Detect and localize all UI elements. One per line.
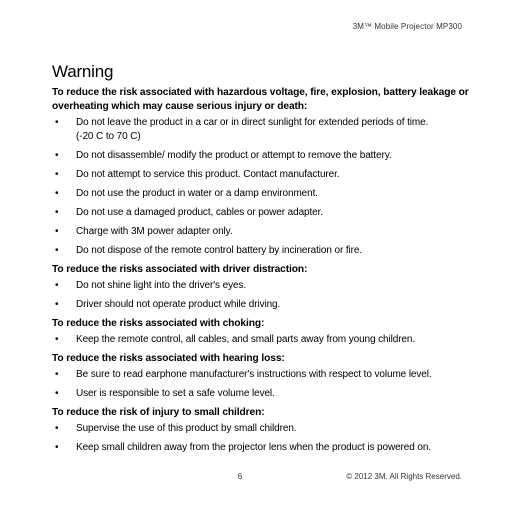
bullet-icon: •: [55, 117, 59, 128]
warning-content: [52, 62, 472, 460]
bullet-list: [52, 333, 472, 347]
bullet-icon: •: [55, 299, 59, 310]
list-item: [52, 244, 472, 258]
list-item: [52, 298, 472, 312]
list-item: [52, 206, 472, 220]
list-item-text: Supervise the use of this product by small children.: [76, 423, 297, 434]
list-item: [52, 149, 472, 163]
list-item: [52, 187, 472, 201]
bullet-icon: •: [55, 442, 59, 453]
list-item: [52, 422, 472, 436]
section-heading: To reduce the risk associated with hazardous voltage, fire, explosion, battery leakage or overheating which may cause serious injury or death:: [52, 87, 469, 112]
list-item: [52, 116, 472, 144]
list-item: [52, 168, 472, 182]
bullet-icon: •: [55, 188, 59, 199]
list-item-text: Do not shine light into the driver's eyes.: [76, 280, 247, 291]
list-item-text: Charge with 3M power adapter only.: [76, 226, 233, 237]
list-item: [52, 279, 472, 293]
page-number: 6: [237, 472, 243, 481]
list-item: [52, 333, 472, 347]
list-item-text: Do not use the product in water or a damp environment.: [76, 188, 318, 199]
bullet-list: [52, 279, 472, 312]
section-heading: To reduce the risks associated with choking:: [52, 318, 265, 329]
list-item-text: Be sure to read earphone manufacturer's instructions with respect to volume level.: [76, 369, 432, 380]
list-item-text: Keep the remote control, all cables, and small parts away from young children.: [76, 334, 416, 345]
section-heading: To reduce the risk of injury to small children:: [52, 407, 265, 418]
list-item: [52, 387, 472, 401]
bullet-icon: •: [55, 226, 59, 237]
list-item-text: Driver should not operate product while driving.: [76, 299, 281, 310]
list-item: [52, 441, 472, 455]
bullet-icon: •: [55, 169, 59, 180]
list-item-text: User is responsible to set a safe volume level.: [76, 388, 275, 399]
section-heading: To reduce the risks associated with hearing loss:: [52, 353, 285, 364]
page-title: Warning: [52, 62, 114, 81]
copyright-notice: © 2012 3M. All Rights Reserved.: [346, 472, 462, 481]
list-item-text: Do not dispose of the remote control battery by incineration or fire.: [76, 245, 363, 256]
list-item: [52, 225, 472, 239]
list-item-text: Keep small children away from the projector lens when the product is powered on.: [76, 442, 431, 453]
list-item: [52, 368, 472, 382]
bullet-icon: •: [55, 369, 59, 380]
section-heading: To reduce the risks associated with driver distraction:: [52, 264, 308, 275]
bullet-icon: •: [55, 423, 59, 434]
bullet-list: [52, 116, 472, 258]
bullet-icon: •: [55, 388, 59, 399]
bullet-icon: •: [55, 150, 59, 161]
bullet-icon: •: [55, 334, 59, 345]
bullet-icon: •: [55, 245, 59, 256]
bullet-list: [52, 368, 472, 401]
warning-sections: [52, 86, 472, 455]
page-header: 3M™ Mobile Projector MP300: [352, 22, 462, 31]
list-item-text: Do not attempt to service this product. Contact manufacturer.: [76, 169, 340, 180]
bullet-icon: •: [55, 280, 59, 291]
list-item-continuation: (-20 C to 70 C): [76, 131, 141, 142]
list-item-text: Do not leave the product in a car or in direct sunlight for extended periods of time.: [76, 117, 429, 128]
bullet-icon: •: [55, 207, 59, 218]
bullet-list: [52, 422, 472, 455]
list-item-text: Do not disassemble/ modify the product or attempt to remove the battery.: [76, 150, 392, 161]
list-item-text: Do not use a damaged product, cables or power adapter.: [76, 207, 323, 218]
